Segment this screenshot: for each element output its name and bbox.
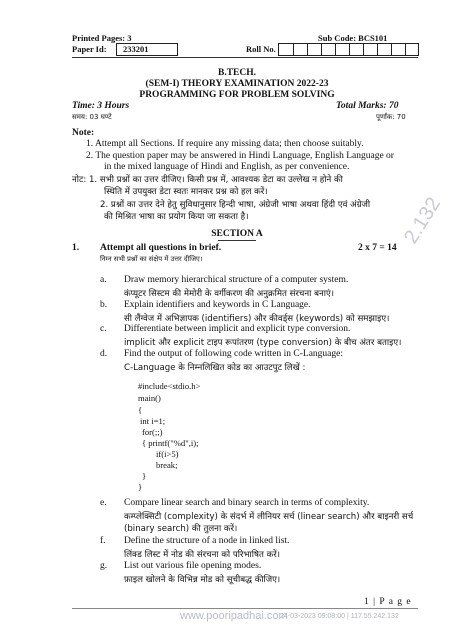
note-heading: Note: <box>72 128 95 138</box>
code-line: break; <box>156 460 178 470</box>
roll-cell <box>307 44 308 55</box>
paper-id-label: Paper Id: <box>72 44 107 54</box>
question-number: 1. <box>72 243 80 253</box>
code-line: for(;;) <box>142 427 163 437</box>
note-2: 2. The question paper may be answered in Hindi Language, English Language or <box>86 151 394 161</box>
roll-no-boxes <box>278 43 419 56</box>
paper-id-box <box>116 43 178 56</box>
item-d-hi: C-Language के निम्नलिखित कोड का आउटपुट लिखें : <box>124 363 306 373</box>
item-g-hi: फ़ाइल खोलने के विभिन्न मोड को सूचीबद्ध कीजिए। <box>124 575 281 585</box>
item-g-label: g. <box>100 561 108 571</box>
item-a-hi: कंप्यूटर सिस्टम की मेमोरी के वर्गीकरण की अनुक्रमित संरचना बनाएं। <box>124 289 335 299</box>
note-hindi-1: नोट: 1. सभी प्रश्नों का उत्तर दीजिए। किसी प्रश्न में, आवश्यक डेटा का उल्लेख न होने की <box>72 175 343 185</box>
footer-divider <box>72 608 418 609</box>
roll-cell <box>349 44 350 55</box>
roll-cell <box>391 44 392 55</box>
total-marks: Total Marks: 70 <box>336 101 399 111</box>
item-c-hi: implicit और explicit टाइप रूपांतरण (type conversion) के बीच अंतर बताइए। <box>124 338 402 348</box>
question-hindi: निम्न सभी प्रश्नों का संक्षेप में उत्तर दीजिए। <box>100 255 203 263</box>
page-number: 1 | P a g e <box>364 597 412 607</box>
code-line: } <box>142 471 147 481</box>
note-2-cont: in the mixed language of Hindi and English, as per convenience. <box>104 162 350 172</box>
item-d-en: Find the output of following code written in C-Language: <box>124 349 343 359</box>
code-line: { printf("%d",i); <box>142 438 199 448</box>
note-1: 1. Attempt all Sections. If require any missing data; then choose suitably. <box>86 139 364 149</box>
question-marks: 2 x 7 = 14 <box>358 243 397 253</box>
note-hindi-2: 2. प्रश्नों का उत्तर देने हेतु सुविधानुसार हिन्दी भाषा, अंग्रेजी भाषा अथवा हिंदी एवं अंग्रेजी <box>100 200 371 210</box>
item-e-label: e. <box>100 498 107 508</box>
item-a-en: Draw memory hierarchical structure of a computer system. <box>124 275 349 285</box>
time-allowed: Time: 3 Hours <box>72 101 130 111</box>
item-b-label: b. <box>100 300 108 310</box>
item-c-en: Differentiate between implicit and explicit type conversion. <box>124 324 351 334</box>
item-e-hi: कम्प्लेक्सिटी (complexity) के संदर्भ में लीनियर सर्च (linear search) और बाइनरी सर्च <box>124 512 414 522</box>
roll-cell <box>363 44 364 55</box>
item-b-en: Explain identifiers and keywords in C Language. <box>124 300 311 310</box>
section-title: SECTION A <box>211 229 263 239</box>
code-line: int i=1; <box>140 416 166 426</box>
title-degree: B.TECH. <box>217 68 256 78</box>
code-line: { <box>138 405 143 415</box>
paper-id-value: 233201 <box>123 44 149 54</box>
item-d-label: d. <box>100 349 108 359</box>
roll-no-label: Roll No. <box>246 44 276 54</box>
code-line: main() <box>138 393 161 403</box>
note-hindi-2-cont: की मिश्रित भाषा का प्रयोग किया जा सकता है। <box>104 212 249 222</box>
item-e-hi-cont: (binary search) की तुलना करें। <box>124 524 238 534</box>
side-watermark: 2.132 <box>400 193 446 248</box>
roll-cell <box>405 44 406 55</box>
marks-hindi: पूर्णांक: 70 <box>376 113 406 121</box>
question-text: Attempt all questions in brief. <box>100 243 222 253</box>
code-line: } <box>138 482 143 492</box>
item-c-label: c. <box>100 324 107 334</box>
sub-code: Sub Code: BCS101 <box>318 33 388 43</box>
download-stamp: 24-03-2023 09:08:00 | 117.55.242.132 <box>280 613 399 620</box>
item-b-hi: सी लैंग्वेज में अभिज्ञापक (identifiers) और कीवर्ड्स (keywords) को समझाइए। <box>124 314 390 324</box>
roll-cell <box>321 44 322 55</box>
site-watermark: www.pooripadhai.com <box>180 610 288 622</box>
item-f-en: Define the structure of a node in linked list. <box>124 536 290 546</box>
code-line: #include<stdio.h> <box>138 381 201 391</box>
item-f-label: f. <box>100 536 106 546</box>
printed-pages: Printed Pages: 3 <box>72 33 132 43</box>
item-e-en: Compare linear search and binary search in terms of complexity. <box>124 498 370 508</box>
roll-cell <box>293 44 294 55</box>
section-underline <box>218 240 256 241</box>
note-hindi-1-cont: स्थिति में उपयुक्त डेटा स्वतः मानकर प्रश्न को हल करें। <box>104 187 268 197</box>
title-exam: (SEM-I) THEORY EXAMINATION 2022-23 <box>145 79 329 89</box>
roll-cell <box>377 44 378 55</box>
item-f-hi: लिंक्ड लिस्ट में नोड की संरचना को परिभाषित करें। <box>124 550 280 560</box>
item-a-label: a. <box>100 275 107 285</box>
item-g-en: List out various file opening modes. <box>124 561 262 571</box>
roll-cell <box>335 44 336 55</box>
code-line: if(i>5) <box>156 449 179 459</box>
title-subject: PROGRAMMING FOR PROBLEM SOLVING <box>139 90 335 100</box>
header-divider <box>72 57 418 58</box>
time-hindi: समय: 03 घण्टे <box>72 113 112 121</box>
